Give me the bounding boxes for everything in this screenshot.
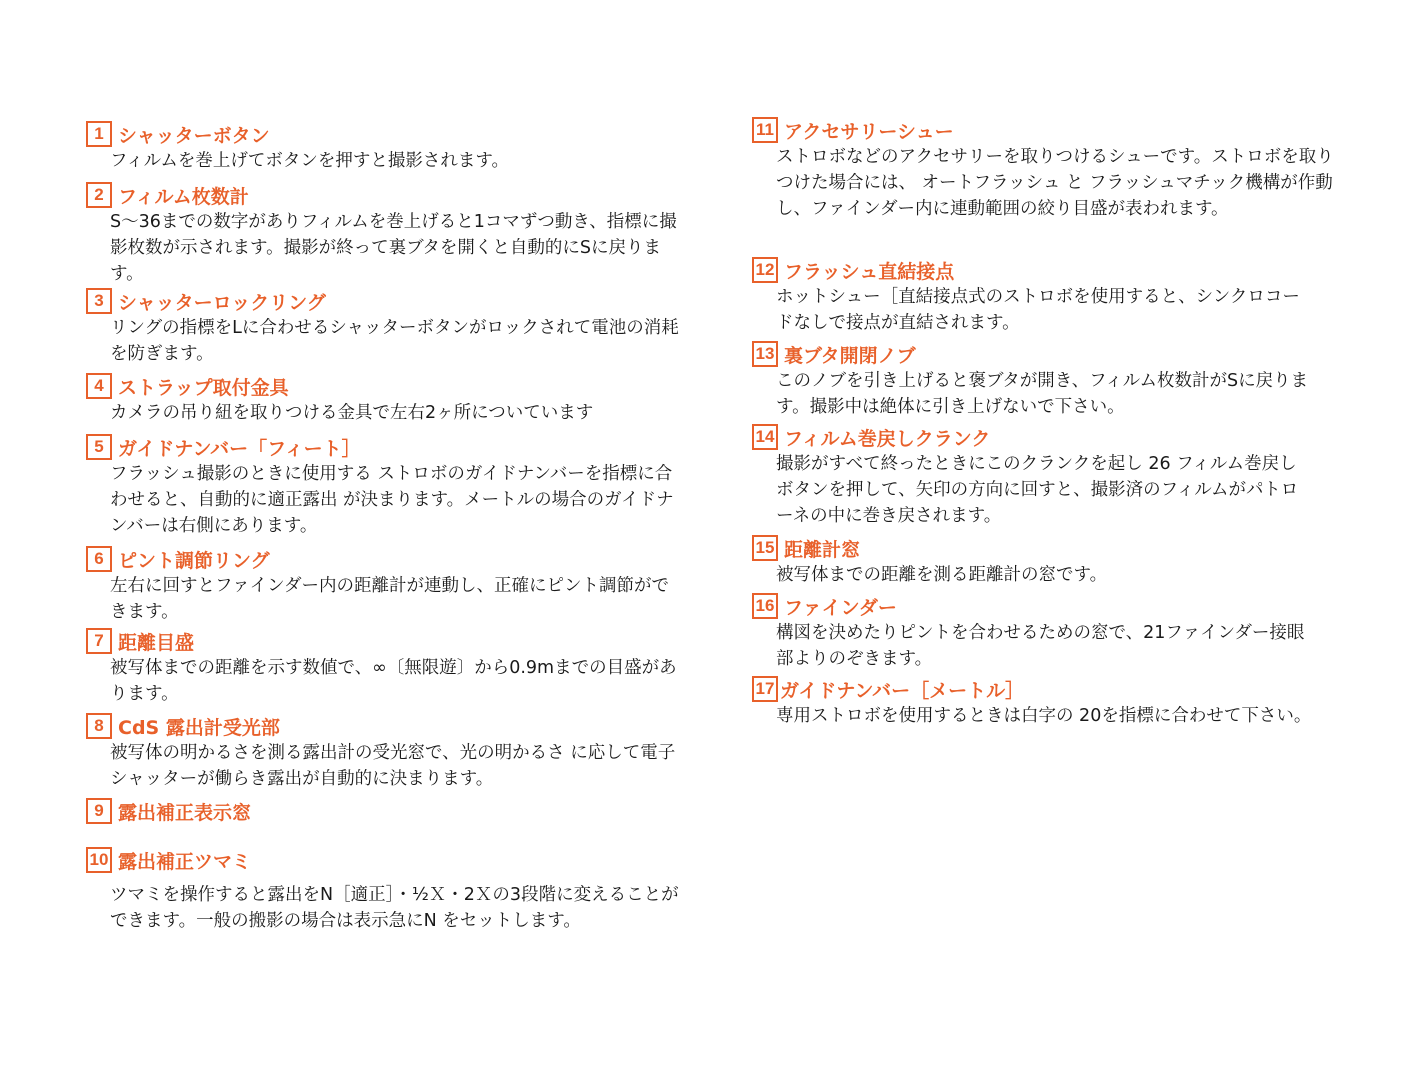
item-description: カメラの吊り紐を取りつける金具で左右2ヶ所についています (110, 403, 594, 423)
item-number: 7 (86, 628, 112, 654)
item-description: 構図を決めたりピントを合わせるための窓で、21ファインダー接眼部よりのぞきます。 (776, 623, 1305, 669)
item-description: 撮影がすべて終ったときにこのクランクを起し 26 フィルム巻戻しボタンを押して、矢印の方向に回すと、撮影済のフィルムがパトローネの中に巻き戻されます。 (776, 454, 1299, 526)
item-3 (86, 288, 686, 367)
item-title: シャッターロックリング (118, 291, 326, 314)
item-title: CdS 露出計受光部 (118, 716, 280, 739)
item-number: 8 (86, 713, 112, 739)
item-5 (86, 434, 686, 539)
item-heading (86, 713, 686, 739)
item-description: このノブを引き上げると褒ブタが開き、フィルム枚数計がSに戻ります。撮影中は絶体に引き上げないで下さい。 (776, 371, 1309, 417)
item-number: 1 (86, 121, 112, 147)
item-description: S～36までの数字がありフィルムを巻上げると1コマずつ動き、指標に撮影枚数が示されます。撮影が終って裏ブタを開くと自動的にSに戻ります。 (110, 212, 677, 284)
item-description: 左右に回すとファインダー内の距離計が連動し、正確にピント調節ができます。 (110, 576, 669, 622)
item-heading (86, 798, 686, 824)
item-number: 17 (752, 676, 778, 702)
item-description: ホットシュー［直結接点式のストロボを使用すると、シンクロコードなしで接点が直結されます。 (776, 287, 1300, 333)
item-number: 4 (86, 373, 112, 399)
item-number: 5 (86, 434, 112, 460)
item-number: 2 (86, 182, 112, 208)
item-number: 15 (752, 535, 778, 561)
item-heading (86, 847, 686, 873)
item-description: フィルムを巻上げてボタンを押すと撮影されます。 (110, 151, 509, 171)
item-7 (86, 628, 686, 707)
item-title: 露出補正表示窓 (118, 801, 252, 824)
item-8 (86, 713, 686, 792)
item-number: 6 (86, 546, 112, 572)
item-10 (86, 847, 686, 934)
item-title: 距離目盛 (118, 631, 195, 654)
item-heading (752, 676, 1352, 702)
item-title: ストラップ取付金具 (118, 376, 289, 399)
item-title: シャッターボタン (118, 124, 270, 147)
item-title: ファインダー (784, 596, 897, 619)
item-14 (752, 424, 1352, 529)
item-number: 3 (86, 288, 112, 314)
item-1 (86, 121, 686, 174)
item-title: ピント調節リング (118, 549, 270, 572)
item-16 (752, 593, 1352, 672)
item-17 (752, 676, 1352, 729)
item-heading (86, 434, 686, 460)
item-number: 10 (86, 847, 112, 873)
item-title: フィルム巻戻しクランク (784, 427, 991, 450)
item-heading (752, 535, 1352, 561)
item-number: 13 (752, 341, 778, 367)
item-number: 9 (86, 798, 112, 824)
item-description: 専用ストロボを使用するときは白字の 20を指標に合わせて下さい。 (776, 706, 1312, 726)
item-title: フラッシュ直結接点 (784, 260, 955, 283)
item-heading (86, 373, 686, 399)
item-heading (86, 182, 686, 208)
item-heading (752, 593, 1352, 619)
item-title: 露出補正ツマミ (118, 850, 252, 873)
item-description: ツマミを操作すると露出をN［適正］・½Ｘ・2Ｘの3段階に変えることができます。一般の搬影の場合は表示急にN をセットします。 (110, 885, 679, 931)
item-description: 被写体までの距離を測る距離計の窓です。 (776, 565, 1108, 585)
item-6 (86, 546, 686, 625)
item-4 (86, 373, 686, 426)
item-title: フィルム枚数計 (118, 185, 249, 208)
item-heading (86, 628, 686, 654)
item-12 (752, 257, 1352, 336)
item-heading (86, 546, 686, 572)
item-description: 被写体までの距離を示す数値で、∞〔無限遊〕から0.9mまでの目盛があります。 (110, 658, 677, 704)
item-2 (86, 182, 686, 287)
item-heading (752, 341, 1352, 367)
item-heading (86, 288, 686, 314)
item-number: 11 (752, 117, 778, 143)
item-number: 14 (752, 424, 778, 450)
item-description: 被写体の明かるさを測る露出計の受光窓で、光の明かるさ に応して電子シャッターが働らき露出が自動的に決まります。 (110, 743, 676, 789)
item-13 (752, 341, 1352, 420)
item-title: アクセサリーシュー (784, 120, 954, 143)
item-heading (752, 117, 1352, 143)
item-9 (86, 798, 686, 824)
item-number: 16 (752, 593, 778, 619)
item-heading (752, 424, 1352, 450)
item-15 (752, 535, 1352, 588)
item-11 (752, 117, 1352, 222)
item-title: ガイドナンバー［メートル］ (780, 679, 1025, 702)
item-description: フラッシュ撮影のときに使用する ストロボのガイドナンバーを指標に合わせると、自動的に適正露出 が決まります。メートルの場合のガイドナンバーは右側にあります。 (110, 464, 674, 536)
item-title: 裏ブタ開閉ノブ (784, 344, 916, 367)
item-description: ストロボなどのアクセサリーを取りつけるシューです。ストロボを取りつけた場合には、 オートフラッシュ と フラッシュマチック機構が作動し、ファインダー内に連動範囲の絞り目盛が表われます。 (776, 147, 1334, 219)
item-number: 12 (752, 257, 778, 283)
item-title: 距離計窓 (784, 538, 861, 561)
item-title: ガイドナンバー「フィート］ (118, 437, 361, 460)
item-heading (86, 121, 686, 147)
item-heading (752, 257, 1352, 283)
item-description: リングの指標をLに合わせるシャッターボタンがロックされて電池の消耗を防ぎます。 (110, 318, 679, 364)
